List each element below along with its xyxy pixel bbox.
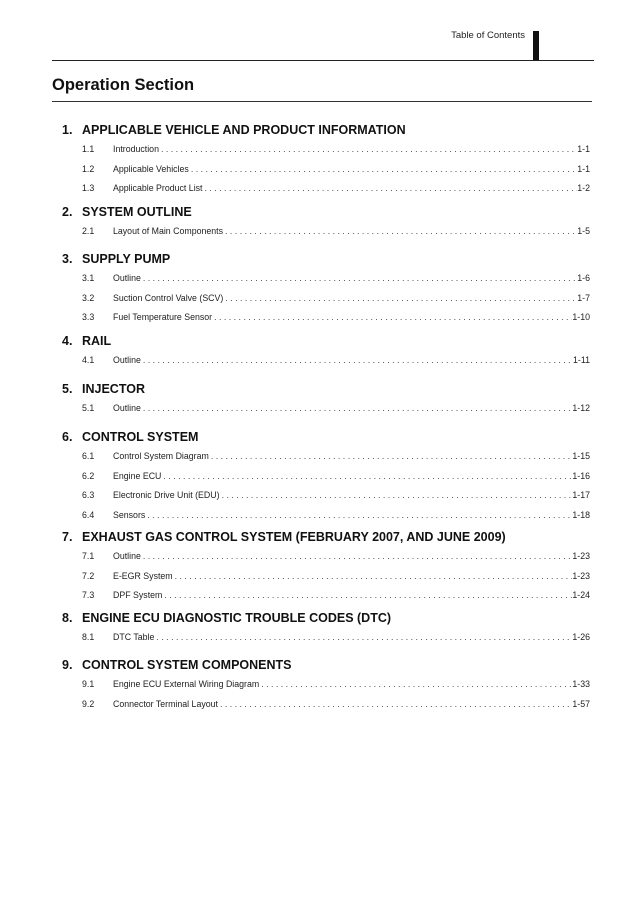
chapter-6 — [62, 427, 590, 525]
dot-leader — [141, 269, 577, 289]
entry-number: 7.1 — [82, 551, 95, 561]
entry-page: 1-12 — [572, 403, 590, 413]
chapter-title: ENGINE ECU DIAGNOSTIC TROUBLE CODES (DTC) — [82, 611, 392, 625]
dot-leader — [203, 179, 578, 199]
entry-page: 1-23 — [572, 570, 590, 581]
header-label: Table of Contents — [451, 30, 525, 41]
entry-page: 1-15 — [572, 451, 590, 461]
entry-title: Applicable Vehicles — [113, 163, 189, 174]
chapter-1 — [62, 120, 590, 199]
chapter-5 — [62, 379, 590, 419]
dot-leader — [141, 547, 573, 567]
toc-entry[interactable] — [62, 547, 590, 567]
dot-leader — [220, 486, 573, 506]
entry-title: Layout of Main Components — [113, 226, 224, 236]
entry-title: Engine ECU — [113, 470, 162, 481]
entry-number: 2.1 — [82, 226, 95, 236]
toc-entry[interactable] — [62, 160, 590, 180]
chapter-title: APPLICABLE VEHICLE AND PRODUCT INFORMATION — [82, 123, 406, 137]
chapter-4 — [62, 331, 590, 371]
dot-leader — [159, 140, 577, 160]
entry-number: 3.1 — [82, 273, 95, 283]
chapter-heading[interactable] — [62, 527, 590, 547]
entry-number: 9.2 — [82, 698, 95, 709]
chapter-number: 2. — [62, 205, 73, 219]
entry-number: 7.3 — [82, 590, 95, 600]
entry-title: Fuel Temperature Sensor — [113, 312, 213, 322]
chapter-heading[interactable] — [62, 331, 590, 351]
entry-number: 7.2 — [82, 570, 95, 581]
chapter-heading[interactable] — [62, 427, 590, 447]
toc-entry[interactable] — [62, 447, 590, 467]
chapter-number: 8. — [62, 611, 73, 625]
chapter-heading[interactable] — [62, 120, 590, 140]
toc-entry[interactable] — [62, 179, 590, 199]
entry-number: 3.2 — [82, 292, 95, 303]
toc-entry[interactable] — [62, 222, 590, 242]
entry-page: 1-2 — [577, 183, 590, 193]
entry-number: 4.1 — [82, 355, 95, 365]
chapter-9 — [62, 655, 590, 714]
dot-leader — [141, 351, 573, 371]
entry-title: Electronic Drive Unit (EDU) — [113, 490, 220, 500]
toc-entry[interactable] — [62, 506, 590, 526]
section-title: Operation Section — [52, 76, 195, 94]
chapter-7 — [62, 527, 590, 606]
chapter-3 — [62, 249, 590, 328]
toc-entry[interactable] — [62, 308, 590, 328]
dot-leader — [145, 506, 572, 526]
toc-entry[interactable] — [62, 567, 590, 587]
entry-title: Outline — [113, 273, 141, 283]
dot-leader — [259, 675, 572, 695]
chapter-number: 3. — [62, 252, 73, 266]
toc-entry[interactable] — [62, 628, 590, 648]
chapter-number: 7. — [62, 530, 73, 544]
toc-entry[interactable] — [62, 269, 590, 289]
entry-page: 1-16 — [572, 470, 590, 481]
toc-entry[interactable] — [62, 140, 590, 160]
entry-page: 1-33 — [572, 679, 590, 689]
entry-title: DTC Table — [113, 632, 155, 642]
dot-leader — [154, 628, 572, 648]
entry-number: 6.1 — [82, 451, 95, 461]
entry-number: 3.3 — [82, 312, 95, 322]
entry-title: E-EGR System — [113, 570, 173, 581]
entry-title: Outline — [113, 403, 141, 413]
entry-page: 1-11 — [573, 355, 590, 365]
entry-page: 1-1 — [577, 163, 590, 174]
chapter-title: RAIL — [82, 334, 112, 348]
entry-title: Applicable Product List — [113, 183, 203, 193]
chapter-number: 5. — [62, 382, 73, 396]
entry-number: 1.3 — [82, 183, 95, 193]
section-rule — [52, 101, 592, 102]
entry-title: Outline — [113, 355, 141, 365]
toc-entry[interactable] — [62, 467, 590, 487]
header-rule — [52, 60, 594, 61]
entry-page: 1-7 — [577, 292, 590, 303]
chapter-heading[interactable] — [62, 249, 590, 269]
entry-page: 1-1 — [577, 144, 590, 154]
entry-page: 1-57 — [572, 698, 590, 709]
dot-leader — [223, 222, 577, 242]
entry-page: 1-17 — [572, 490, 590, 500]
entry-number: 8.1 — [82, 632, 95, 642]
chapter-title: SYSTEM OUTLINE — [82, 205, 192, 219]
dot-leader — [212, 308, 572, 328]
entry-title: Sensors — [113, 509, 146, 520]
entry-number: 1.1 — [82, 144, 95, 154]
dot-leader — [141, 399, 573, 419]
entry-number: 5.1 — [82, 403, 95, 413]
chapter-title: EXHAUST GAS CONTROL SYSTEM (FEBRUARY 2007, AND JUNE 2009) — [82, 530, 506, 544]
chapter-title: SUPPLY PUMP — [82, 252, 171, 266]
entry-page: 1-26 — [572, 632, 590, 642]
chapter-heading[interactable] — [62, 379, 590, 399]
chapter-number: 9. — [62, 658, 73, 672]
chapter-heading[interactable] — [62, 202, 590, 222]
dot-leader — [218, 695, 572, 715]
chapter-heading[interactable] — [62, 655, 590, 675]
dot-leader — [161, 467, 572, 487]
entry-number: 9.1 — [82, 679, 95, 689]
dot-leader — [223, 289, 577, 309]
dot-leader — [173, 567, 573, 587]
header-tab-marker — [533, 31, 539, 61]
entry-title: DPF System — [113, 590, 163, 600]
toc-entry[interactable] — [62, 695, 590, 715]
entry-number: 6.2 — [82, 470, 95, 481]
toc-entry[interactable] — [62, 675, 590, 695]
chapter-number: 1. — [62, 123, 73, 137]
chapter-title: CONTROL SYSTEM COMPONENTS — [82, 658, 292, 672]
toc-entry[interactable] — [62, 586, 590, 606]
entry-title: Connector Terminal Layout — [113, 698, 218, 709]
entry-page: 1-23 — [572, 551, 590, 561]
entry-page: 1-24 — [572, 590, 590, 600]
entry-title: Control System Diagram — [113, 451, 209, 461]
dot-leader — [189, 160, 577, 180]
chapter-title: INJECTOR — [82, 382, 145, 396]
chapter-heading[interactable] — [62, 608, 590, 628]
dot-leader — [162, 586, 572, 606]
entry-title: Suction Control Valve (SCV) — [113, 292, 224, 303]
entry-number: 6.4 — [82, 509, 95, 520]
entry-number: 6.3 — [82, 490, 95, 500]
entry-page: 1-5 — [577, 226, 590, 236]
chapter-title: CONTROL SYSTEM — [82, 430, 199, 444]
entry-title: Engine ECU External Wiring Diagram — [113, 679, 260, 689]
toc-entry[interactable] — [62, 289, 590, 309]
entry-page: 1-10 — [572, 312, 590, 322]
chapter-number: 6. — [62, 430, 73, 444]
entry-number: 1.2 — [82, 163, 95, 174]
entry-title: Introduction — [113, 144, 159, 154]
chapter-2 — [62, 202, 590, 242]
toc-entry[interactable] — [62, 351, 590, 371]
entry-title: Outline — [113, 551, 141, 561]
toc-entry[interactable] — [62, 486, 590, 506]
toc-entry[interactable] — [62, 399, 590, 419]
dot-leader — [209, 447, 573, 467]
entry-page: 1-6 — [577, 273, 590, 283]
chapter-8 — [62, 608, 590, 648]
chapter-number: 4. — [62, 334, 73, 348]
entry-page: 1-18 — [572, 509, 590, 520]
